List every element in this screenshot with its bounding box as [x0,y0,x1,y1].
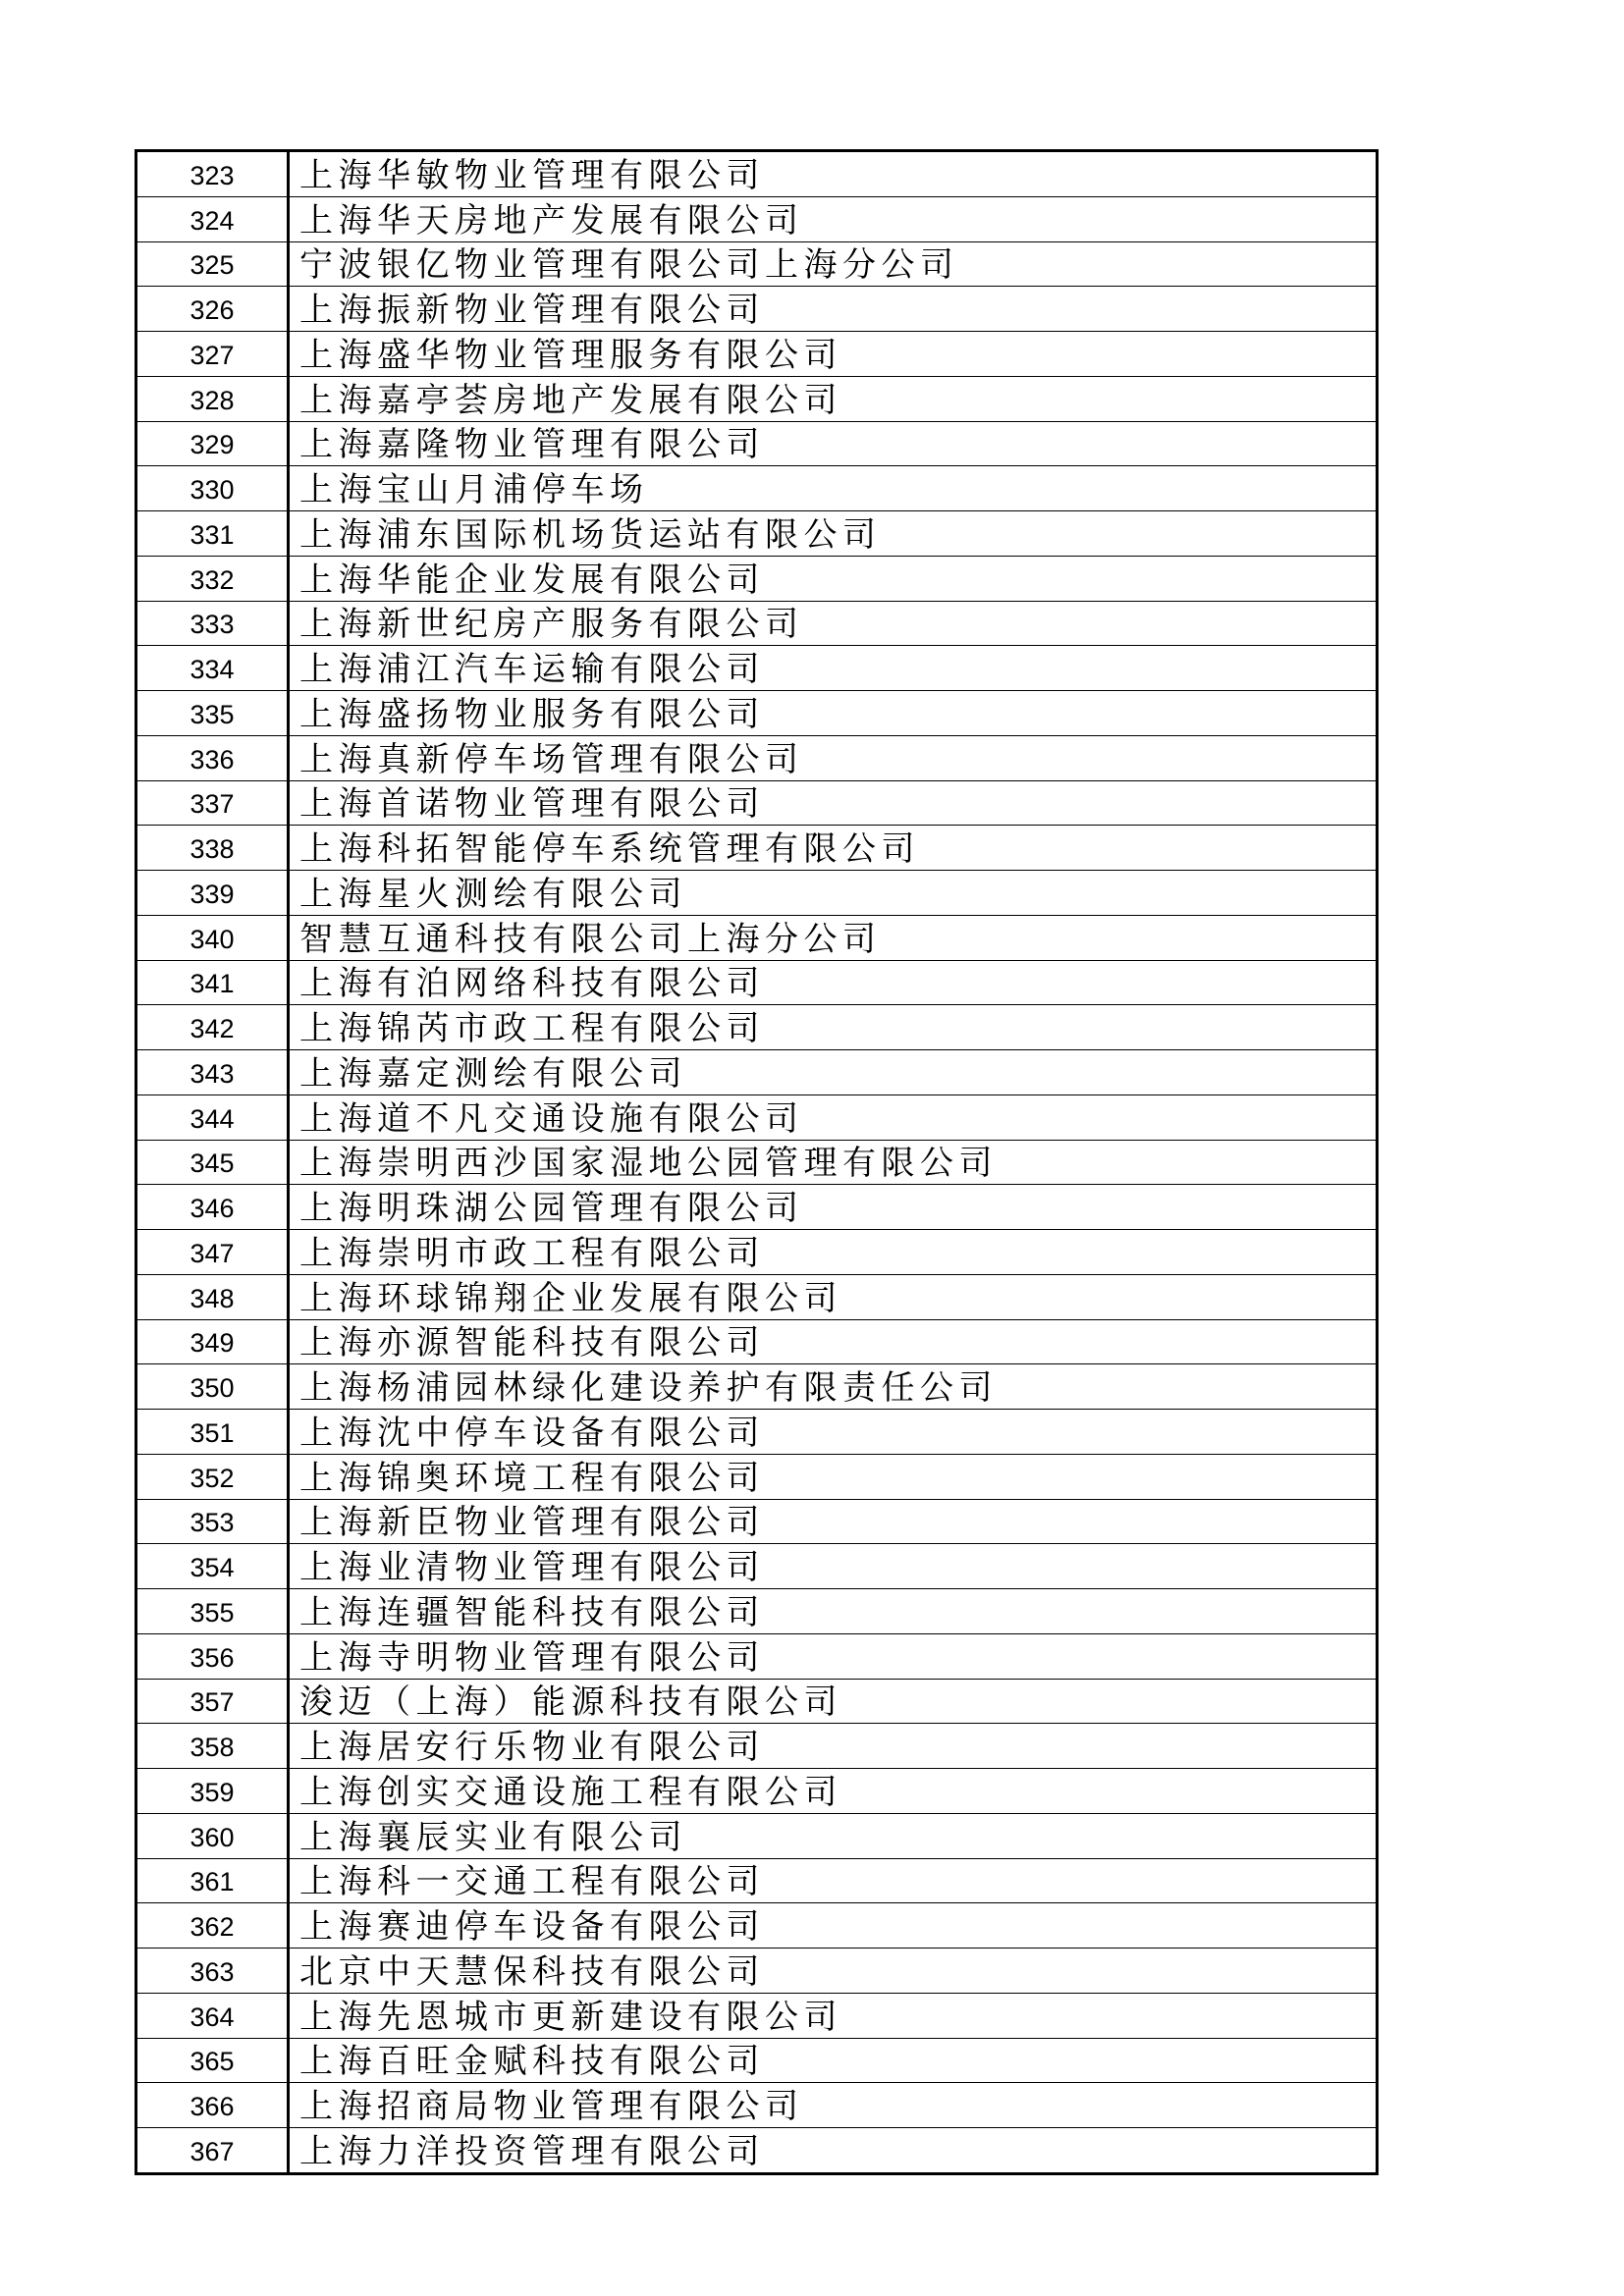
table-row [136,287,1378,332]
row-number-cell: 347 [136,1230,289,1275]
table-row [136,1633,1378,1679]
row-number-cell: 325 [136,241,289,287]
company-name-cell: 上海华天房地产发展有限公司 [289,196,1378,241]
table-row [136,646,1378,691]
row-number-cell: 365 [136,2038,289,2083]
table-row [136,1813,1378,1858]
table-row [136,332,1378,377]
table-row [136,1410,1378,1455]
company-name-cell: 上海华能企业发展有限公司 [289,556,1378,601]
company-name-cell: 上海科拓智能停车系统管理有限公司 [289,826,1378,871]
table-row [136,691,1378,736]
company-name-cell: 上海新世纪房产服务有限公司 [289,601,1378,646]
table-row [136,556,1378,601]
row-number-cell: 364 [136,1993,289,2038]
company-name-cell: 上海浦江汽车运输有限公司 [289,646,1378,691]
table-row [136,1364,1378,1410]
table-row [136,421,1378,466]
company-name-cell: 上海沈中停车设备有限公司 [289,1410,1378,1455]
company-name-cell: 上海华敏物业管理有限公司 [289,151,1378,197]
table-row [136,915,1378,960]
company-list-body [136,151,1378,2174]
company-name-cell: 上海盛扬物业服务有限公司 [289,691,1378,736]
company-name-cell: 上海居安行乐物业有限公司 [289,1724,1378,1769]
row-number-cell: 339 [136,871,289,916]
row-number-cell: 367 [136,2128,289,2174]
table-row [136,196,1378,241]
row-number-cell: 344 [136,1095,289,1140]
table-row [136,871,1378,916]
company-name-cell: 上海浦东国际机场货运站有限公司 [289,511,1378,557]
table-row [136,1858,1378,1903]
company-name-cell: 上海襄辰实业有限公司 [289,1813,1378,1858]
table-row [136,1499,1378,1544]
table-row [136,2038,1378,2083]
table-row [136,1993,1378,2038]
row-number-cell: 358 [136,1724,289,1769]
row-number-cell: 337 [136,780,289,826]
company-name-cell: 智慧互通科技有限公司上海分公司 [289,915,1378,960]
row-number-cell: 352 [136,1454,289,1499]
row-number-cell: 330 [136,466,289,511]
row-number-cell: 329 [136,421,289,466]
company-name-cell: 上海新臣物业管理有限公司 [289,1499,1378,1544]
table-row [136,1589,1378,1634]
table-row [136,1679,1378,1724]
company-name-cell: 上海崇明西沙国家湿地公园管理有限公司 [289,1140,1378,1185]
table-row [136,1454,1378,1499]
row-number-cell: 334 [136,646,289,691]
row-number-cell: 326 [136,287,289,332]
row-number-cell: 345 [136,1140,289,1185]
company-list-table [135,149,1379,2175]
company-name-cell: 上海嘉隆物业管理有限公司 [289,421,1378,466]
row-number-cell: 362 [136,1903,289,1949]
company-name-cell: 上海真新停车场管理有限公司 [289,735,1378,780]
table-row [136,1319,1378,1364]
table-row [136,1050,1378,1095]
table-row [136,1903,1378,1949]
row-number-cell: 328 [136,376,289,421]
row-number-cell: 342 [136,1005,289,1050]
table-row [136,151,1378,197]
company-name-cell: 上海星火测绘有限公司 [289,871,1378,916]
company-name-cell: 上海环球锦翔企业发展有限公司 [289,1274,1378,1319]
row-number-cell: 366 [136,2083,289,2128]
company-name-cell: 上海锦芮市政工程有限公司 [289,1005,1378,1050]
company-name-cell: 上海首诺物业管理有限公司 [289,780,1378,826]
company-name-cell: 上海振新物业管理有限公司 [289,287,1378,332]
table-row [136,1230,1378,1275]
row-number-cell: 327 [136,332,289,377]
company-name-cell: 上海招商局物业管理有限公司 [289,2083,1378,2128]
row-number-cell: 363 [136,1949,289,1994]
company-name-cell: 宁波银亿物业管理有限公司上海分公司 [289,241,1378,287]
row-number-cell: 333 [136,601,289,646]
row-number-cell: 361 [136,1858,289,1903]
table-row [136,1095,1378,1140]
table-row [136,826,1378,871]
company-name-cell: 上海道不凡交通设施有限公司 [289,1095,1378,1140]
company-name-cell: 上海杨浦园林绿化建设养护有限责任公司 [289,1364,1378,1410]
table-row [136,780,1378,826]
row-number-cell: 355 [136,1589,289,1634]
row-number-cell: 351 [136,1410,289,1455]
table-row [136,960,1378,1005]
table-row [136,1544,1378,1589]
row-number-cell: 356 [136,1633,289,1679]
company-name-cell: 上海宝山月浦停车场 [289,466,1378,511]
row-number-cell: 353 [136,1499,289,1544]
company-name-cell: 上海百旺金赋科技有限公司 [289,2038,1378,2083]
row-number-cell: 340 [136,915,289,960]
company-name-cell: 上海力洋投资管理有限公司 [289,2128,1378,2174]
row-number-cell: 348 [136,1274,289,1319]
company-name-cell: 上海锦奥环境工程有限公司 [289,1454,1378,1499]
row-number-cell: 336 [136,735,289,780]
company-name-cell: 上海嘉定测绘有限公司 [289,1050,1378,1095]
row-number-cell: 343 [136,1050,289,1095]
company-name-cell: 上海先恩城市更新建设有限公司 [289,1993,1378,2038]
company-name-cell: 上海连疆智能科技有限公司 [289,1589,1378,1634]
row-number-cell: 332 [136,556,289,601]
table-row [136,1140,1378,1185]
company-name-cell: 上海崇明市政工程有限公司 [289,1230,1378,1275]
row-number-cell: 323 [136,151,289,197]
company-name-cell: 上海科一交通工程有限公司 [289,1858,1378,1903]
table-row [136,2083,1378,2128]
table-row [136,466,1378,511]
company-name-cell: 上海亦源智能科技有限公司 [289,1319,1378,1364]
table-row [136,376,1378,421]
row-number-cell: 354 [136,1544,289,1589]
table-row [136,1005,1378,1050]
table-row [136,511,1378,557]
row-number-cell: 359 [136,1769,289,1814]
table-row [136,735,1378,780]
row-number-cell: 338 [136,826,289,871]
row-number-cell: 349 [136,1319,289,1364]
row-number-cell: 357 [136,1679,289,1724]
company-name-cell: 上海嘉亭荟房地产发展有限公司 [289,376,1378,421]
row-number-cell: 350 [136,1364,289,1410]
company-name-cell: 上海盛华物业管理服务有限公司 [289,332,1378,377]
table-row [136,1274,1378,1319]
company-name-cell: 上海明珠湖公园管理有限公司 [289,1185,1378,1230]
table-row [136,1949,1378,1994]
row-number-cell: 346 [136,1185,289,1230]
row-number-cell: 335 [136,691,289,736]
company-name-cell: 上海寺明物业管理有限公司 [289,1633,1378,1679]
table-row [136,1185,1378,1230]
row-number-cell: 341 [136,960,289,1005]
row-number-cell: 360 [136,1813,289,1858]
row-number-cell: 324 [136,196,289,241]
company-name-cell: 上海业清物业管理有限公司 [289,1544,1378,1589]
company-name-cell: 上海有泊网络科技有限公司 [289,960,1378,1005]
company-name-cell: 上海赛迪停车设备有限公司 [289,1903,1378,1949]
table-row [136,1724,1378,1769]
table-row [136,241,1378,287]
table-row [136,1769,1378,1814]
company-name-cell: 上海创实交通设施工程有限公司 [289,1769,1378,1814]
row-number-cell: 331 [136,511,289,557]
table-row [136,2128,1378,2174]
company-name-cell: 浚迈（上海）能源科技有限公司 [289,1679,1378,1724]
table-row [136,601,1378,646]
company-name-cell: 北京中天慧保科技有限公司 [289,1949,1378,1994]
